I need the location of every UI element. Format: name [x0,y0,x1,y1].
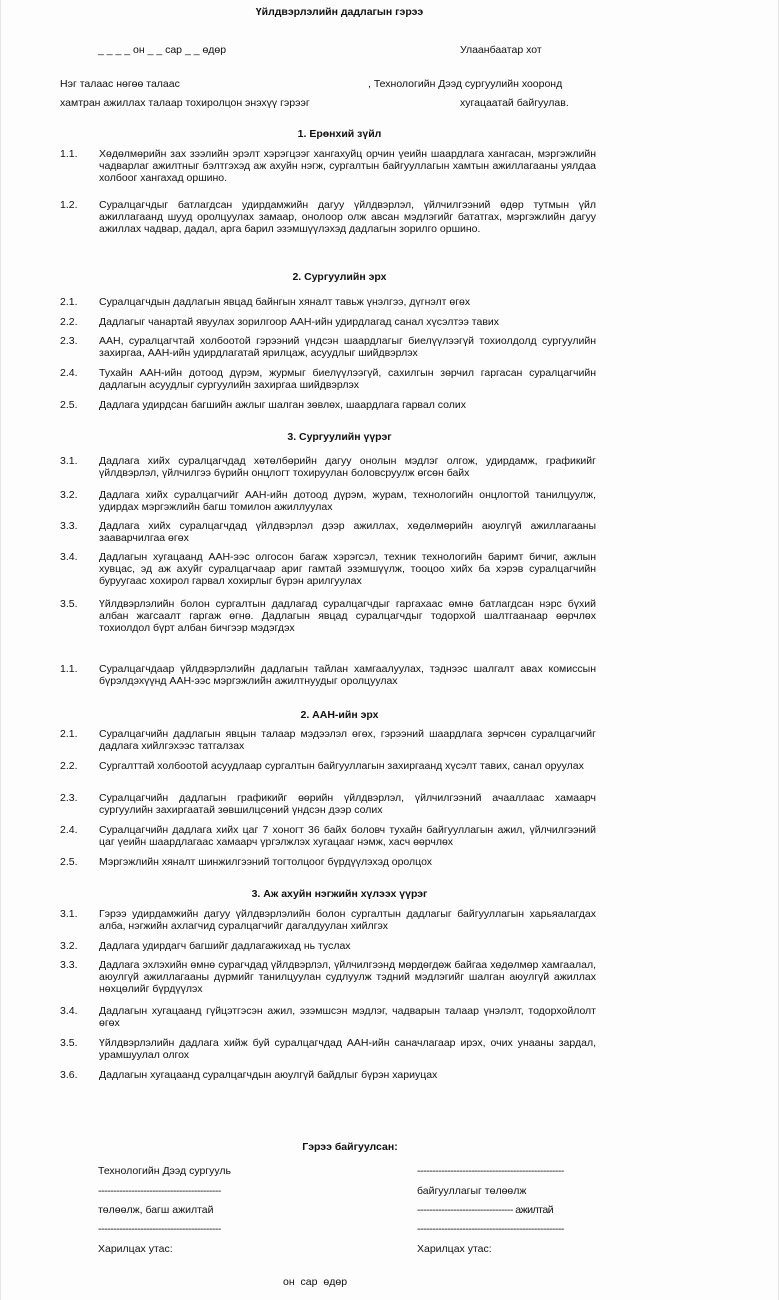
document-title: Үйлдвэрлэлийн дадлагын гэрээ [255,6,424,18]
clause-text: Дадлага эхлэхийн өмнө сурагчдад үйлдвэрлэл, үйлчилгээнд мөрдөгдөж байгаа хөдөлмөр хамгаалал, аюулгүй ажиллагааны дүрмийг танилцуулан судлуулж тэдний мэдлэгийг шалган аюулгүй ажиллах нөхцөлийг бүрдүүлэх [99,959,596,995]
clause [60,335,596,359]
clause [60,792,596,816]
clause [60,1037,596,1061]
clause-text: Дадлагын хугацаанд гүйцэтгэсэн ажил, эзэмшсэн мэдлэг, чадварын талаар үнэлэлт, тодорхойлолт өгөх [99,1005,596,1029]
clause-number: 3.3. [60,520,78,532]
clause-number: 2.4. [60,824,78,836]
clause-text: Дадлага хийх суралцагчдад үйлдвэрлэл дээр ажиллах, хөдөлмөрийн аюулгүй ажиллагааны зааварчилгаа өгөх [99,520,596,544]
clause-number: 2.3. [60,792,78,804]
date-line: _ _ _ _ он _ _ сар _ _ өдөр [98,44,227,56]
left-role: төлөөлж, багш ажилтай [98,1204,214,1216]
clause-text: Дадлага хийх суралцагчийг ААН-ийн дотоод дүрэм, журам, технологийн онцлогтой танилцуулж, удирдах мэргэжлийн багш томилон ажиллуулах [99,489,596,513]
clause-text: ААН, суралцагчтай холбоотой гэрээний үндсэн шаардлагыг биелүүлээгүй тохиолдолд сургуулийн захиргаа, ААН-ийн удирдлагатай ярилцаж, асуудлыг шийдвэрлэх [99,335,596,359]
clause-text: Дадлагын хугацаанд ААН-ээс олгосон багаж хэрэгсэл, техник технологийн баримт бичиг, ажлын хувцас, эд аж ахуйг суралцагчаар ариг гамтай эзэмшүүлж, тооцоо хийх ба хэрэв суралцагчийн буруугаас хохирол гарвал хохирлыг бүрэн арилгуулах [99,551,596,587]
intro-left-1: Нэг талаас нөгөө талаас [60,78,180,90]
clause [60,199,596,235]
right-org: байгууллагыг төлөөлж [417,1185,527,1197]
clause-number: 2.1. [60,296,78,308]
clause-number: 2.2. [60,316,78,328]
clause [60,316,596,328]
section-heading: 1. Ерөнхий зүйл [297,128,382,140]
clause [60,399,596,411]
clause-number: 1.1. [60,148,78,160]
clause-text: Хөдөлмөрийн зах зээлийн эрэлт хэрэгцээг хангахуйц орчин үеийн шаардлага хангасан, мэргэжлийн чадварлаг ажилтныг бэлтгэхэд аж ахуйн нэгж, сургалтын байгууллагын хамтын ажиллагааны уялдаа холбоог хангахад оршино. [99,148,596,184]
clause-text: Сургалттай холбоотой асуудлаар сургалтын байгууллагын захиргаанд хүсэлт тавих, санал оруулах [99,760,584,772]
clause-text: Дадлагыг чанартай явуулах зорилгоор ААН-ийн удирдлагад санал хүсэлтээ тавих [99,316,500,328]
clause-number: 3.3. [60,959,78,971]
clause-number: 2.5. [60,399,78,411]
clause-text: Үйлдвэрлэлийн дадлага хийж буй суралцагчдад ААН-ийн саначлагаар ирэх, очих унааны зардал, урамшуулал олгох [99,1037,596,1061]
clause-number: 3.6. [60,1069,78,1081]
clause [60,959,596,995]
clause [60,598,596,634]
clause [60,760,596,772]
right-dash-line-0: ------------------------------------------------- [417,1165,564,1177]
clause-text: Суралцагчийн дадлагын графикийг өөрийн үйлдвэрлэл, үйлчилгээний ачааллаас хамаарч сургуулийн захиргаатай зөвшилцсөний үндсэн дээр солих [99,792,596,816]
clause [60,856,596,868]
clause-number: 3.2. [60,489,78,501]
clause-number: 3.4. [60,551,78,563]
city: Улаанбаатар хот [460,44,542,56]
clause [60,908,596,932]
clause-number: 3.1. [60,908,78,920]
section-heading: 3. Сургуулийн үүрэг [287,431,392,443]
clause-text: Дадлагын хугацаанд суралцагчдын аюулгүй байдлыг бүрэн хариуцах [99,1069,438,1081]
left-org: Технологийн Дээд сургууль [98,1165,232,1177]
clause-text: Үйлдвэрлэлийн болон сургалтын дадлагад суралцагчдыг гаргахаас өмнө батлагдсан нэрс бүхий албан жагсаалт гаргаж өгнө. Дадлагын явцад суралцагчдыг тодорхой шалтгаанаар өөрчлөх тохиолдол бүрт албан бичгээр мэдэгдэх [99,598,596,634]
clause [60,296,596,308]
clause-number: 3.4. [60,1005,78,1017]
right-phone-label: Харилцах утас: [417,1243,492,1255]
clause [60,940,596,952]
clause-text: Дадлага хийх суралцагчдад хөтөлбөрийн дагуу онолын мэдлэг олгож, удирдамж, графикийг үйлдвэрлэл, үйлчилгээ бүрийн онцлогт тохируулан боловсруулж өгсөн байх [99,455,596,479]
left-phone-label: Харилцах утас: [98,1243,173,1255]
clause-number: 3.2. [60,940,78,952]
clause [60,728,596,752]
clause-number: 2.3. [60,335,78,347]
clause-text: Суралцагчдаар үйлдвэрлэлийн дадлагын тайлан хамгаалуулах, тэднээс шалгалт авах комиссын бүрэлдэхүүнд ААН-ээс мэргэжлийн ажилтнуудыг оролцуулах [99,663,596,687]
clause [60,663,596,687]
clause-text: Суралцагчдыг батлагдсан удирдамжийн дагуу үйлдвэрлэл, үйлчилгээний өдөр тутмын үйл ажиллагаанд шууд оролцуулах замаар, онолоор олж авсан мэдлэгийг бататгах, мэргэжлийн дагуу ажиллах чадвар, дадал, арга барил эзэмшүүлэхэд дадлагын зорилго оршино. [99,199,596,235]
left-dash-line-2: ----------------------------------------- [98,1223,221,1235]
clause-text: Тухайн ААН-ийн дотоод дүрэм, журмыг биелүүлээгүй, сахилгын зөрчил гаргасан суралцагчийн дадлагын асуудлыг сургуулийн захиргаа шийдвэрлэх [99,367,596,391]
clause [60,551,596,587]
clause-text: Суралцагчийн дадлагын явцын талаар мэдээлэл өгөх, гэрээний шаардлага зөрчсөн суралцагчийг дадлага хийлгэхээс татгалзах [99,728,596,752]
left-dash-line-1: ----------------------------------------- [98,1185,221,1197]
clause-number: 2.1. [60,728,78,740]
clause-number: 2.5. [60,856,78,868]
intro-right-2: хугацаатай байгуулав. [460,97,569,109]
clause [60,520,596,544]
clause-number: 1.2. [60,199,78,211]
clause-text: Гэрээ удирдамжийн дагуу үйлдвэрлэлийн болон сургалтын дадлагыг байгууллагын харьяалагдах алба, нэгжийн ахлагчид суралцагчийг дагалдуулан хийлгэх [99,908,596,932]
section-heading: 3. Аж ахуйн нэгжийн хүлээх үүрэг [251,888,428,900]
clause-number: 1.1. [60,663,78,675]
clause [60,1005,596,1029]
clause [60,148,596,184]
clause [60,1069,596,1081]
clause-text: Суралцагчдын дадлагын явцад байнгын хяналт тавьж үнэлгээ, дүгнэлт өгөх [99,296,471,308]
clause [60,367,596,391]
clause-text: Суралцагчийн дадлага хийх цаг 7 хоногт 36 байх боловч тухайн байгууллагын ажил, үйлчилгээний цаг үеийн шаардлагаас хамаарч үргэлжлэх хугацааг нэмж, хасч өөрчлөх [99,824,596,848]
clause-number: 3.5. [60,1037,78,1049]
clause-text: Мэргэжлийн хяналт шинжилгээний тогтолцоог бүрдүүлэхэд оролцох [99,856,433,868]
clause-text: Дадлага удирдагч багшийг дадлагажихад нь туслах [99,940,351,952]
signature-date: он сар өдөр [283,1276,348,1288]
section-heading: 2. Сургуулийн эрх [292,271,387,283]
right-dash-line-1: -------------------------------- ажилтай [417,1204,554,1216]
intro-right-1: , Технологийн Дээд сургуулийн хооронд [368,78,563,90]
right-dash-line-2: ------------------------------------------------- [417,1223,564,1235]
clause-number: 3.1. [60,455,78,467]
clause-number: 2.4. [60,367,78,379]
signature-heading: Гэрээ байгуулсан: [302,1141,398,1153]
clause-text: Дадлага удирдсан багшийн ажлыг шалган зөвлөх, шаардлага гарвал солих [99,399,466,411]
clause-number: 2.2. [60,760,78,772]
clause [60,824,596,848]
intro-left-2: хамтран ажиллах талаар тохиролцон энэхүү гэрээг [60,97,310,109]
clause [60,455,596,479]
clause-number: 3.5. [60,598,78,610]
section-heading: 2. ААН-ийн эрх [300,709,379,721]
clause [60,489,596,513]
